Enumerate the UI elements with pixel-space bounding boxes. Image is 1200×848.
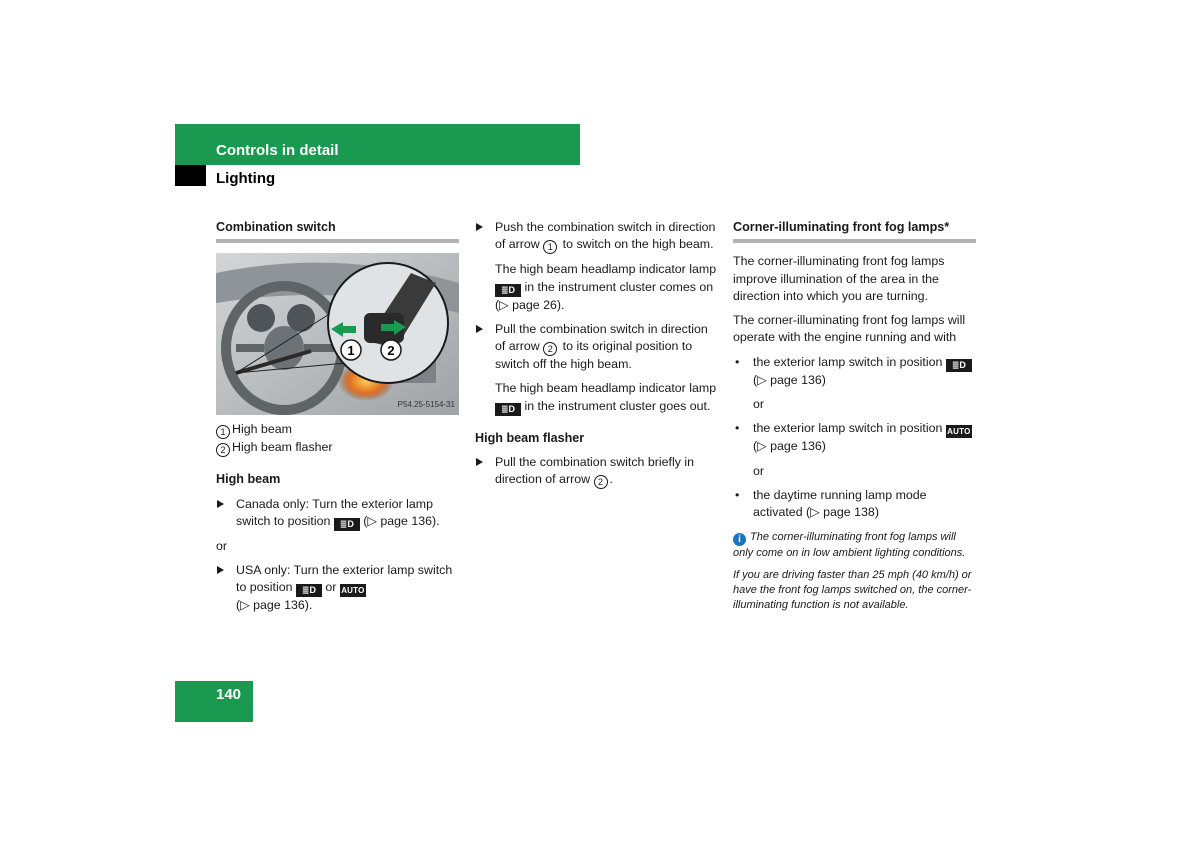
section-title: Lighting [216, 170, 276, 187]
note-text: The high beam headlamp indicator lamp [495, 381, 717, 396]
or-separator: or [753, 463, 765, 478]
page-number: 140 [216, 686, 242, 703]
column-left [216, 219, 459, 622]
note-indicator-off [475, 380, 718, 415]
info-text: The corner-illuminating front fog lamps will only come on in low ambient lighting conditions. [733, 530, 966, 559]
bullet-text: the exterior lamp switch in position [753, 421, 943, 436]
info-note [733, 530, 976, 613]
bullet-text: the exterior lamp switch in position [753, 354, 943, 369]
step-text: or [325, 580, 337, 595]
figure-code: P54.25-5154-31 [397, 400, 455, 409]
step-arrow-icon [476, 325, 483, 333]
step-push-switch [475, 219, 718, 254]
step-text: to its original position to switch off the high beam. [495, 339, 693, 372]
step-arrow-icon [217, 566, 224, 574]
combination-switch-heading: Combination switch [216, 219, 459, 243]
step-text: Canada only: Turn the exterior lamp switch to position [236, 496, 433, 528]
step-text: (▷ page 136). [363, 513, 440, 528]
info-icon: i [733, 533, 746, 546]
step-pull-switch [475, 321, 718, 374]
fog-lamps-heading: Corner-illuminating front fog lamps* [733, 219, 976, 243]
bullet-text: (▷ page 136) [753, 439, 826, 454]
figure-callout-1: 1 [347, 343, 355, 359]
legend-number: 2 [216, 443, 230, 457]
fog-lamps-conditions: The corner-illuminating front fog lamps will operate with the engine running and with [733, 313, 966, 345]
column-middle [475, 219, 718, 496]
info-paragraph: If you are driving faster than 25 mph (40 km/h) or have the front fog lamps switched on, the corner-illuminating function is not available. [733, 568, 972, 611]
condition-item [733, 354, 976, 389]
arrow-number: 2 [594, 475, 608, 489]
or-separator: or [216, 538, 228, 553]
step-usa [216, 562, 459, 615]
note-text: The high beam headlamp indicator lamp [495, 262, 717, 277]
step-text: Pull the combination switch in direction of arrow [495, 321, 708, 354]
legend-item [216, 439, 459, 457]
auto-lamp-icon: AUTO [341, 586, 365, 596]
section-marker [175, 165, 206, 186]
legend-text: High beam flasher [232, 440, 333, 455]
auto-lamp-icon: AUTO [947, 427, 971, 437]
combination-switch-figure [216, 253, 459, 415]
step-flasher [475, 454, 718, 489]
step-text: (▷ page 136). [236, 598, 313, 613]
figure-legend [216, 421, 459, 457]
step-text: to switch on the high beam. [562, 237, 714, 252]
note-indicator-on [475, 261, 718, 314]
high-beam-flasher-heading: High beam flasher [475, 430, 585, 445]
legend-text: High beam [232, 422, 292, 437]
page-number-box [175, 681, 253, 722]
step-text: . [609, 472, 613, 487]
step-arrow-icon [217, 500, 224, 508]
bullet-text: (▷ page 136) [753, 372, 826, 387]
figure-callout-2: 2 [387, 343, 395, 359]
high-beam-indicator-icon: ≣D [495, 403, 521, 416]
bullet-dot: • [735, 421, 740, 436]
step-arrow-icon [476, 223, 483, 231]
info-paragraph [733, 530, 976, 561]
note-text: in the instrument cluster goes out. [524, 398, 711, 413]
bullet-text: the daytime running lamp mode activated (▷ page 138) [753, 487, 927, 520]
low-beam-icon: ≣D [946, 359, 972, 372]
step-arrow-icon [476, 458, 483, 466]
legend-number: 1 [216, 425, 230, 439]
high-beam-heading: High beam [216, 472, 281, 487]
step-text: USA only: Turn the exterior lamp switch to position [236, 563, 453, 595]
or-separator: or [753, 397, 765, 412]
step-canada [216, 496, 459, 531]
combination-switch-illustration [216, 253, 459, 415]
fog-lamps-intro: The corner-illuminating front fog lamps improve illumination of the area in the direction into which you are turning. [733, 254, 945, 303]
note-text: in the instrument cluster comes on (▷ page 26). [495, 279, 714, 312]
low-beam-icon: ≣D [334, 518, 360, 531]
bullet-dot: • [735, 354, 740, 369]
step-text: Push the combination switch in direction of arrow [495, 220, 716, 252]
low-beam-icon: ≣D [296, 584, 322, 597]
high-beam-indicator-icon: ≣D [495, 284, 521, 297]
chapter-title: Controls in detail [216, 142, 339, 159]
condition-item [733, 420, 976, 455]
legend-item [216, 421, 459, 439]
bullet-dot: • [735, 487, 740, 502]
condition-item [733, 487, 976, 522]
arrow-number: 1 [543, 240, 557, 254]
arrow-number: 2 [543, 342, 557, 356]
column-right [733, 219, 976, 620]
step-text: Pull the combination switch briefly in direction of arrow [495, 455, 695, 487]
